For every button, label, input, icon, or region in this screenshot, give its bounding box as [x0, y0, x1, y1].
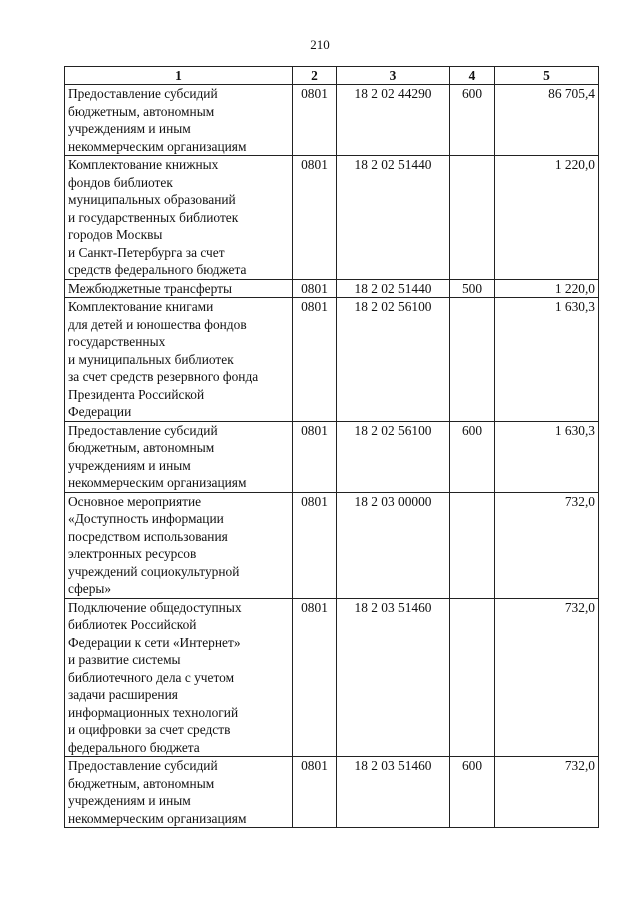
- section-code-cell: 0801: [293, 757, 337, 828]
- expense-name-line: задачи расширения: [68, 687, 178, 702]
- expense-name-line: и развитие системы: [68, 652, 181, 667]
- expense-name-line: фондов библиотек: [68, 174, 173, 190]
- expense-name-line: библиотек Российской: [68, 617, 197, 632]
- expense-name-cell: [65, 757, 293, 828]
- section-code-cell: 0801: [293, 492, 337, 598]
- table-body: [65, 85, 599, 828]
- expense-name-line: информационных технологий: [68, 704, 239, 720]
- amount-cell: 1 220,0: [495, 279, 599, 298]
- expense-name-line: учреждений социокультурной: [68, 563, 240, 579]
- expense-name-line: учреждениям и иным: [68, 457, 191, 473]
- expense-name-line: сферы»: [68, 581, 112, 596]
- expense-name-cell: [65, 85, 293, 156]
- expense-name-line: и Санкт-Петербурга за счет: [68, 244, 225, 260]
- expense-type-cell: 600: [450, 85, 495, 156]
- expense-name-line: бюджетным, автономным: [68, 103, 215, 119]
- amount-cell: 86 705,4: [495, 85, 599, 156]
- amount-cell: 1 220,0: [495, 156, 599, 280]
- expense-type-cell: 600: [450, 421, 495, 492]
- expense-name-line: Межбюджетные трансферты: [68, 280, 232, 296]
- page-number: 210: [310, 37, 330, 52]
- target-code-cell: 18 2 02 56100: [337, 298, 450, 422]
- expense-name-line: Комплектование книжных: [68, 157, 219, 172]
- expense-name-line: Основное мероприятие: [68, 493, 202, 509]
- table-header-row: [65, 67, 599, 85]
- amount-cell: 1 630,3: [495, 421, 599, 492]
- expense-type-cell: 500: [450, 279, 495, 298]
- table-row: [65, 598, 599, 757]
- expense-name-line: посредством использования: [68, 528, 228, 544]
- section-code-cell: 0801: [293, 298, 337, 422]
- expense-type-cell: [450, 598, 495, 757]
- expense-name-line: и оцифровки за счет средств: [68, 722, 231, 737]
- expense-name-line: Комплектование книгами: [68, 299, 214, 314]
- section-code-cell: 0801: [293, 421, 337, 492]
- target-code-cell: 18 2 03 00000: [337, 492, 450, 598]
- column-header: 3: [337, 67, 450, 85]
- table-row: [65, 421, 599, 492]
- target-code-cell: 18 2 02 44290: [337, 85, 450, 156]
- expense-name-line: электронных ресурсов: [68, 546, 197, 561]
- expense-name-line: Предоставление субсидий: [68, 422, 218, 438]
- expense-name-line: Предоставление субсидий: [68, 86, 218, 101]
- expense-name-line: средств федерального бюджета: [68, 262, 247, 277]
- expense-name-line: некоммерческим организациям: [68, 810, 247, 826]
- expense-name-line: бюджетным, автономным: [68, 775, 215, 791]
- amount-cell: 732,0: [495, 598, 599, 757]
- expense-name-line: государственных: [68, 334, 166, 349]
- section-code-cell: 0801: [293, 85, 337, 156]
- expense-type-cell: [450, 492, 495, 598]
- expense-name-line: за счет средств резервного фонда: [68, 369, 259, 384]
- target-code-cell: 18 2 02 51440: [337, 279, 450, 298]
- expense-name-line: учреждениям и иным: [68, 793, 191, 808]
- expense-name-line: «Доступность информации: [68, 511, 224, 526]
- expense-name-line: Федерации: [68, 404, 132, 419]
- section-code-cell: 0801: [293, 156, 337, 280]
- budget-table: [64, 66, 599, 828]
- table-row: [65, 757, 599, 828]
- expense-type-cell: 600: [450, 757, 495, 828]
- expense-name-line: для детей и юношества фондов: [68, 316, 247, 332]
- table-row: [65, 85, 599, 156]
- expense-name-cell: [65, 492, 293, 598]
- table-row: [65, 156, 599, 280]
- expense-type-cell: [450, 298, 495, 422]
- expense-name-cell: [65, 598, 293, 757]
- table-row: [65, 298, 599, 422]
- expense-name-line: бюджетным, автономным: [68, 440, 215, 455]
- expense-name-line: некоммерческим организациям: [68, 475, 247, 490]
- column-header: 2: [293, 67, 337, 85]
- column-header: 5: [495, 67, 599, 85]
- section-code-cell: 0801: [293, 598, 337, 757]
- target-code-cell: 18 2 02 51440: [337, 156, 450, 280]
- expense-name-line: и государственных библиотек: [68, 209, 239, 225]
- expense-name-cell: [65, 279, 293, 298]
- amount-cell: 732,0: [495, 757, 599, 828]
- expense-name-line: муниципальных образований: [68, 192, 236, 207]
- expense-name-line: учреждениям и иным: [68, 121, 191, 136]
- table-row: [65, 279, 599, 298]
- expense-name-line: Федерации к сети «Интернет»: [68, 634, 241, 650]
- expense-name-cell: [65, 421, 293, 492]
- column-header: 4: [450, 67, 495, 85]
- expense-name-line: библиотечного дела с учетом: [68, 669, 235, 685]
- expense-name-line: федерального бюджета: [68, 739, 200, 755]
- column-header: 1: [65, 67, 293, 85]
- table-row: [65, 492, 599, 598]
- amount-cell: 732,0: [495, 492, 599, 598]
- expense-name-line: Предоставление субсидий: [68, 758, 218, 773]
- target-code-cell: 18 2 03 51460: [337, 598, 450, 757]
- expense-name-line: городов Москвы: [68, 227, 163, 242]
- target-code-cell: 18 2 03 51460: [337, 757, 450, 828]
- amount-cell: 1 630,3: [495, 298, 599, 422]
- expense-name-line: некоммерческим организациям: [68, 138, 247, 154]
- section-code-cell: 0801: [293, 279, 337, 298]
- expense-name-line: и муниципальных библиотек: [68, 351, 234, 367]
- expense-name-cell: [65, 156, 293, 280]
- target-code-cell: 18 2 02 56100: [337, 421, 450, 492]
- expense-name-cell: [65, 298, 293, 422]
- expense-name-line: Подключение общедоступных: [68, 599, 242, 615]
- expense-name-line: Президента Российской: [68, 386, 205, 402]
- expense-type-cell: [450, 156, 495, 280]
